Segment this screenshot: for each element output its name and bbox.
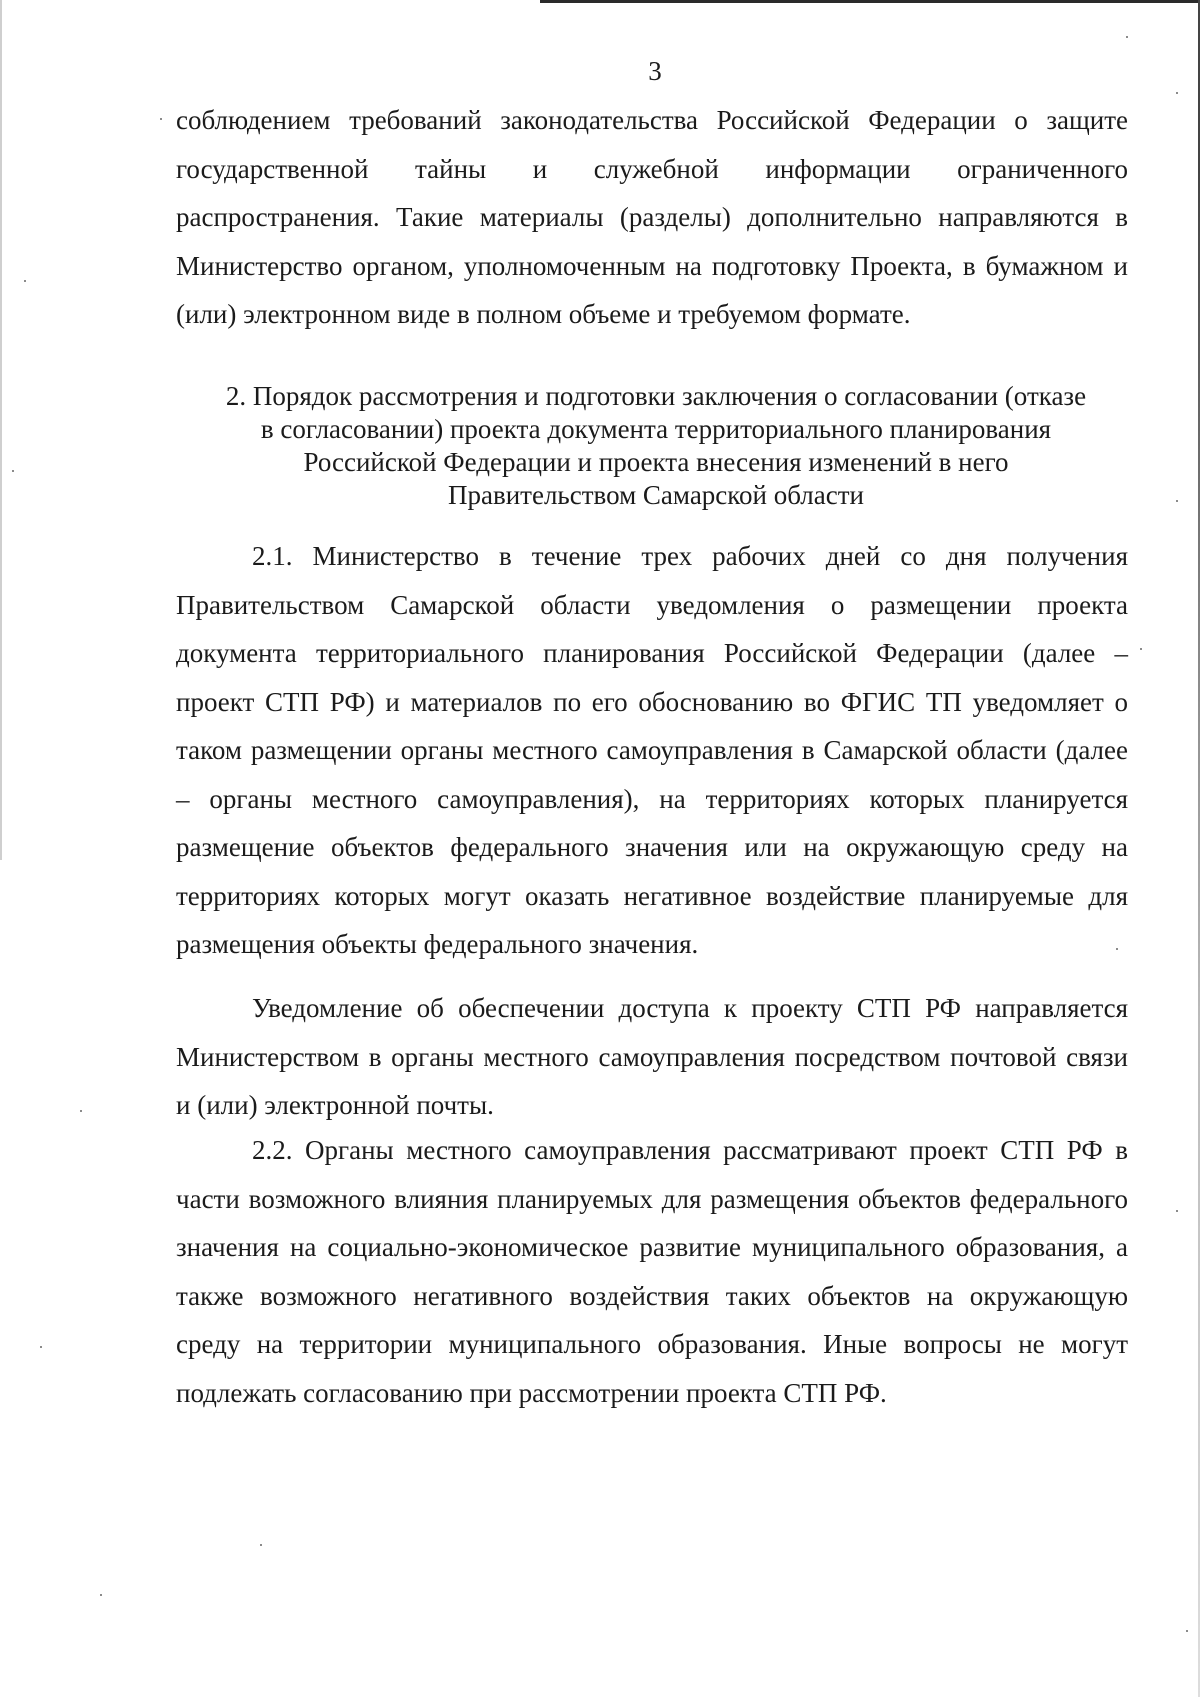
scan-speck	[1140, 648, 1142, 650]
scan-speck	[12, 470, 14, 472]
intro-paragraph-block	[176, 96, 1128, 339]
scan-speck	[80, 1110, 82, 1112]
section-heading-line: Правительством Самарской области	[448, 480, 864, 510]
scan-edge-left	[0, 0, 2, 860]
scan-speck	[1176, 92, 1178, 94]
scan-speck	[1186, 1630, 1188, 1632]
scan-speck	[260, 1544, 262, 1546]
scan-speck	[160, 118, 162, 120]
paragraph-2-1-block	[176, 532, 1128, 969]
scan-speck	[1116, 948, 1118, 950]
paragraph-2-1: 2.1. Министерство в течение трех рабочих дней со дня получения Правительством Самарской области уведомления о размещении проекта документа территориального планирования Российской Федерации (далее – проект СТП РФ) и материалов по его обоснованию во ФГИС ТП уведомляет о таком размещении органы местного самоуправления в Самарской области (далее – органы местного самоуправления), на территориях которых планируется размещение объектов федерального значения или на окружающую среду на территориях которых могут оказать негативное воздействие планируемые для размещения объекты федерального значения.	[176, 541, 1128, 959]
paragraph-2-2-block	[176, 1126, 1128, 1417]
scan-speck	[1176, 1210, 1178, 1212]
scan-speck	[40, 1346, 42, 1348]
scan-edge-top	[540, 0, 1200, 3]
intro-paragraph: соблюдением требований законодательства Российской Федерации о защите государственной тайны и служебной информации ограниченного распространения. Такие материалы (разделы) дополнительно направляются в Министерство органом, уполномоченным на подготовку Проекта, в бумажном и (или) электронном виде в полном объеме и требуемом формате.	[176, 105, 1128, 329]
paragraph-notice-block	[176, 984, 1128, 1130]
section-heading-line: Российской Федерации и проекта внесения изменений в него	[303, 447, 1009, 477]
scan-speck	[24, 280, 26, 282]
scan-speck	[100, 1594, 102, 1596]
scan-speck	[1176, 500, 1178, 502]
section-heading	[176, 380, 1136, 512]
paragraph-notice: Уведомление об обеспечении доступа к проекту СТП РФ направляется Министерством в органы местного самоуправления посредством почтовой связи и (или) электронной почты.	[176, 993, 1128, 1120]
scan-speck	[1126, 36, 1128, 38]
page-number: 3	[648, 56, 662, 86]
paragraph-2-2: 2.2. Органы местного самоуправления рассматривают проект СТП РФ в части возможного влияния планируемых для размещения объектов федерального значения на социально-экономическое развитие муниципального образования, а также возможного негативного воздействия таких объектов на окружающую среду на территории муниципального образования. Иные вопросы не могут подлежать согласованию при рассмотрении проекта СТП РФ.	[176, 1135, 1128, 1408]
section-heading-line: в согласовании) проекта документа территориального планирования	[260, 414, 1052, 444]
section-heading-line: 2. Порядок рассмотрения и подготовки заключения о согласовании (отказе	[225, 381, 1087, 411]
